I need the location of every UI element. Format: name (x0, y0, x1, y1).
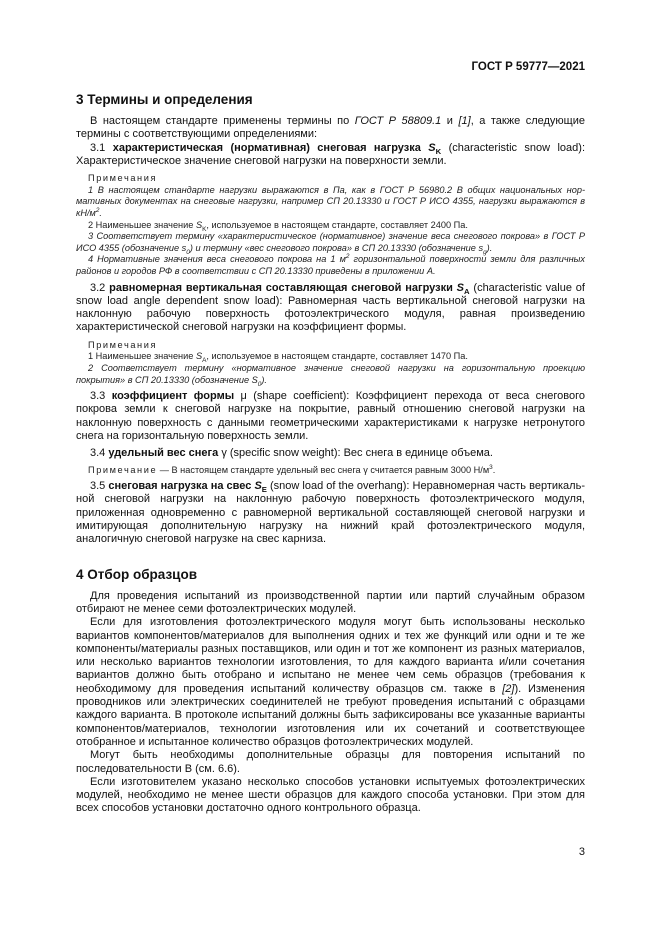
section-4-paragraph-3: Могут быть необходимы дополнительные образцы для повторения испытаний по последовательности В (см. 6.6). (76, 749, 585, 775)
section-4-paragraph-2: Если для изготовления фотоэлектрического модуля могут быть использованы несколько вариантов компонентов/материалов для выполнения одних и тех же функций или одни и те же компоненты/материалы разных поставщиков, или один и тот же компонент из разных материалов, или несколько вариантов технологии изготовления, то для каждого варианта и/или сочетания вариантов должно быть отобрано и испытано не менее чем семь образцов (требования к необходимому для проведения испытаний количеству образцов см. также в [2]). Изменения проводников или электрических соединителей не требуют проведения испытаний с образцами каждого варианта. В протоколе испытаний должны быть зафиксированы все указанные варианты компонентов/материалов, технологии изготовления или их сочетаний и соответствующее отобранное и испытанное количество образцов фотоэлектрических модулей. (76, 616, 585, 748)
section-4-title: 4 Отбор образцов (76, 566, 198, 582)
note-3-4: Примечание — В настоящем стандарте удельный вес снега γ считается равным 3000 $Н/м^3$. (88, 463, 496, 475)
term-3-2-name: равномерная вертикальная составляющая снеговой нагрузки (109, 281, 457, 294)
note-1-4: 4 Нормативные значения веса снегового покрова на 1 $м^2$ горизонтальной поверхности земли для различных районов и городов РФ в соответствии с СП 20.13330 приведены в приложении А. (76, 253, 585, 276)
term-3-4: 3.4 удельный вес снега γ (specific snow weight): Вес снега в единице объема. (90, 447, 493, 460)
term-3-1-name: характеристическая (нормативная) снеговая нагрузка (112, 141, 429, 154)
notes-heading: Примечания (88, 339, 158, 350)
term-3-3-name: коэффициент формы (111, 390, 235, 403)
note-1-2: 2 Наименьшее значение $S_K$, используемое в настоящем стандарте, составляет 2400 Па. (88, 219, 468, 233)
page-content (76, 92, 585, 816)
term-3-3: 3.3 коэффициент формы μ (shape coefficient): Коэффициент перехода от веса снегового покрова земли к снеговой нагрузке на покрытие, равный отношению снеговой нагрузки на наклонную поверхность с данными геометрическими характеристиками к нагрузке нетронутого снега на горизонтальную поверхность земли. (76, 390, 585, 442)
notes-heading: Примечания (88, 173, 158, 184)
note-1-1: 1 В настоящем стандарте нагрузки выражаются в Па, как в ГОСТ Р 56980.2 В общих национальных нормативных документах на снеговые нагрузки, например СП 20.13330 и ГОСТ Р ИСО 4355, нагрузки выражаются в $кН/м^2$. (76, 184, 585, 218)
term-3-4-name: удельный вес снега (108, 447, 219, 460)
term-3-1: 3.1 характеристическая (нормативная) снеговая нагрузка $S_K$ (characteristic snow load): Характеристическое значение снеговой нагрузки на поверхности земли. (76, 141, 586, 167)
term-3-2: 3.2 равномерная вертикальная составляющая снеговой нагрузки $S_A$ (characteristic value of snow load angle dependent snow load): Равномерная часть вертикальной снеговой нагрузки на наклонную рабочую поверхность фотоэлектрического модуля, равная произведению характеристической снеговой нагрузки на коэффициент формы. (76, 281, 585, 334)
note-2-2: 2 Соответствует термину «нормативное значение снеговой нагрузки на горизонтальную проекцию покрытия» в СП 20.13330 (обозначение $S_0$). (76, 362, 585, 388)
section-4-paragraph-4: Если изготовителем указано несколько способов установки испытуемых фотоэлектрических модулей, необходимо не менее шести образцов для каждого способа установки. При этом для всех способов установки достаточно одного контрольного образца. (76, 775, 585, 815)
page-number: 3 (578, 846, 585, 858)
section-3-title: 3 Термины и определения (76, 92, 253, 107)
term-3-5-name: снеговая нагрузка на свес (108, 480, 255, 493)
section-4-paragraph-1: Для проведения испытаний из производственной партии или партий случайным образом отбирают не менее семи фотоэлектрических модулей. (76, 589, 585, 615)
term-3-5: 3.5 снеговая нагрузка на свес $S_E$ (snow load of the overhang): Неравномерная часть вертикальной снеговой нагрузки на наклонную рабочую поверхность фотоэлектрического модуля, приложенная одновременно с равномерной вертикальной составляющей снеговой нагрузки и имитирующая дополнительную нагрузку на нижний край фотоэлектрического модуля, аналогичную снеговой нагрузке на свес карниза. (76, 480, 585, 546)
note-1-3: 3 Соответствует термину «характеристическое (нормативное) значение веса снегового покрова» в ГОСТ Р ИСО 4355 (обозначение $s_0$) и термину «вес снегового покрова» в СП 20.13330 (обозначение $s_g$). (76, 231, 585, 256)
note-2-1: 1 Наименьшее значение $S_A$, используемое в настоящем стандарте, составляет 1470 Па. (88, 351, 468, 365)
standard-header: ГОСТ Р 59777—2021 (471, 61, 585, 73)
section-3-intro: В настоящем стандарте применены термины по ГОСТ Р 58809.1 и [1], а также следующие термины с соответствующими определениями: (76, 115, 585, 141)
